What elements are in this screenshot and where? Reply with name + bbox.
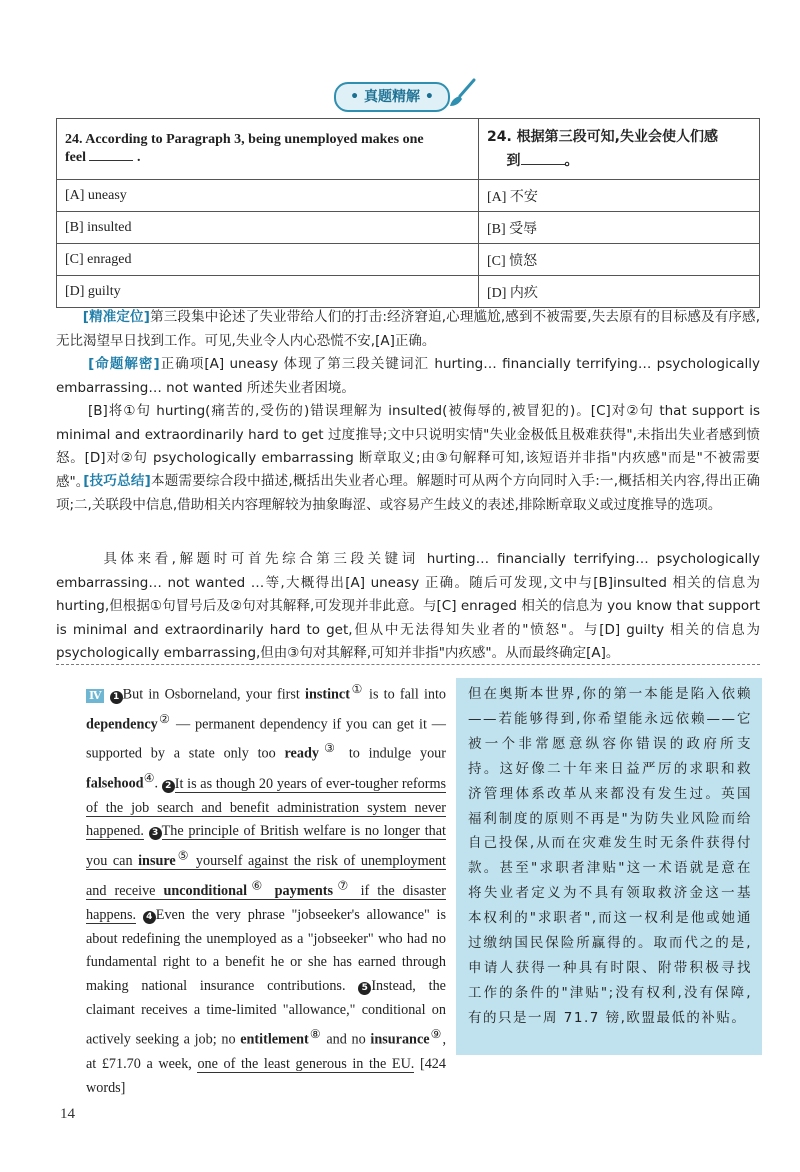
brush-icon	[446, 76, 480, 110]
question-table	[56, 118, 760, 308]
section-divider	[56, 664, 760, 665]
passage-english: Ⅳ 1 But in Osborneland, your first instinct① is to fall into dependency② — permanent dependency if you can get it — supported by a state only too ready③ to indulge your falsehood④. 2 It is as though 20 years of ever-tougher reforms of the job search and benefit administration system never happened. 3 The principle of British welfare is no longer that you can insure⑤ yourself against the risk of unemployment and receive unconditional⑥ payments⑦ if the disaster happens. 4 Even the very phrase "jobseeker's allowance" is about redefining the unemployed as a "jobseeker" who had no fundamental right to a benefit he or she has earned through making national insurance contributions. 5 Instead, the claimant receives a time-limited "allowance," conditional on actively seeking a job; no entitlement⑧ and no insurance⑨, at £71.70 a week, one of the least generous in the EU. [424 words]	[86, 682, 447, 1096]
tag-skill: [技巧总结]	[83, 473, 151, 489]
analysis-locate: [精准定位]第三段集中论述了失业带给人们的打击:经济窘迫,心理尴尬,感到不被需要,失去原有的目标感及有序感,无比渴望早日找到工作。可见,失业令人内心恐慌不安,[A]正确。	[56, 309, 760, 349]
option-a-en: [A] uneasy	[57, 180, 479, 212]
analysis-skill: [技巧总结]本题需要综合段中描述,概括出失业者心理。解题时可从两个方向同时入手:一,概括相关内容,得出正确项;二,关联段中信息,借助相关内容理解较为抽象晦涩、或容易产生歧义的表述,排除断章取义或过度推导的选项。	[56, 473, 761, 513]
section-banner: • 真题精解 •	[334, 82, 450, 112]
page-number: 14	[60, 1106, 75, 1122]
option-b-en: [B] insulted	[57, 212, 479, 244]
question-stem-en: 24. According to Paragraph 3, being unemployed makes one feel .	[57, 119, 479, 180]
option-d-en: [D] guilty	[57, 276, 479, 308]
passage-translation: 但在奥斯本世界,你的第一本能是陷入依赖——若能够得到,你希望能永远依赖——它被一个非常愿意纵容你错误的政府所支持。这好像二十年来日益严厉的求职和救济管理体系改革从来都没有发生过。英国福利制度的原则不再是"为防失业风险而给自己投保,从而在灾难发生时无条件获得付款。甚至"求职者津贴"这一术语就是意在将失业者定义为不具有领取救济金这一基本权利的"求职者",而这一权利是他或她通过缴纳国民保险所赢得的。取而代之的是,申请人获得一种具有时限、附带积极寻找工作的条件的"津贴";没有权利,没有保障,有的只是一周 71.7 镑,欧盟最低的补贴。	[456, 678, 762, 1055]
tag-locate: [精准定位]	[82, 309, 150, 325]
option-c-en: [C] enraged	[57, 244, 479, 276]
analysis-detail: 具体来看,解题时可首先综合第三段关键词 hurting… financially terrifying… psychologically embarrassing… not wanted …等,大概得出[A] uneasy 正确。随后可发现,文中与[B]insulted 相关的信息为 hurting,但根据①句冒号后及②句对其解释,可发现并非此意。与[C] enraged 相关的信息为 you know that support is minimal and extraordinarily hard to get,但从中无法得知失业者的"愤怒"。与[D] guilty 相关的信息为 psychologically embarrassing,但由③句对其解释,可知并非指"内疚感"。从而最终确定[A]。	[56, 551, 760, 661]
question-stem-cn: 24. 根据第三段可知,失业会使人们感 到 。	[479, 119, 760, 180]
analysis-distractors: [B]将①句 hurting(痛苦的,受伤的)错误理解为 insulted(被侮辱的,被冒犯的)。[C]对②句 that support is minimal and extraordinarily hard to get 过度推导;文中只说明实情"失业金极低且极难获得",未指出失业者感到愤怒。[D]对②句 psychologically embarrassing 断章取义;由③句解释可知,该短语并非指"内疚感"而是"不被需要感"。	[56, 403, 760, 490]
tag-decode: [命题解密]	[88, 356, 160, 372]
option-d-cn: [D] 内疚	[479, 276, 760, 308]
option-c-cn: [C] 愤怒	[479, 244, 760, 276]
paragraph-number: Ⅳ	[86, 689, 104, 703]
analysis-decode: [命题解密]正确项[A] uneasy 体现了第三段关键词汇 hurting… financially terrifying… psychologically embarrassing… not wanted 所述失业者困境。	[56, 356, 761, 396]
option-a-cn: [A] 不安	[479, 180, 760, 212]
option-b-cn: [B] 受辱	[479, 212, 760, 244]
